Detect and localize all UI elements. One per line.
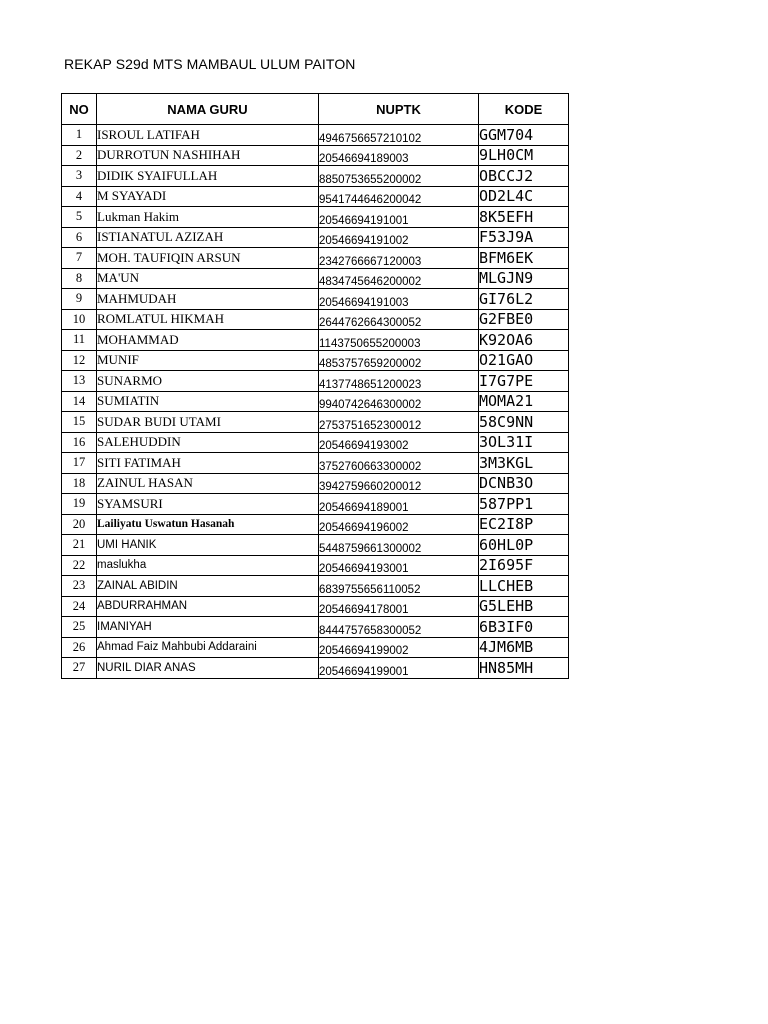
cell-nama: SALEHUDDIN	[97, 432, 319, 453]
cell-nuptk: 20546694189001	[319, 494, 479, 515]
cell-no: 10	[62, 309, 97, 330]
cell-kode: 4JM6MB	[479, 637, 569, 658]
cell-kode: HN85MH	[479, 658, 569, 679]
cell-no: 6	[62, 227, 97, 248]
cell-kode: GI76L2	[479, 289, 569, 310]
cell-nama: ZAINUL HASAN	[97, 473, 319, 494]
table-row	[62, 186, 569, 207]
cell-nuptk: 4834745646200002	[319, 268, 479, 289]
cell-kode: BFM6EK	[479, 248, 569, 269]
table-row	[62, 289, 569, 310]
table-row	[62, 330, 569, 351]
cell-nuptk: 4946756657210102	[319, 125, 479, 146]
cell-no: 26	[62, 637, 97, 658]
cell-no: 2	[62, 145, 97, 166]
cell-nuptk: 5448759661300002	[319, 535, 479, 556]
cell-kode: OD2L4C	[479, 186, 569, 207]
cell-no: 13	[62, 371, 97, 392]
cell-no: 11	[62, 330, 97, 351]
table-row	[62, 412, 569, 433]
cell-no: 25	[62, 617, 97, 638]
cell-no: 24	[62, 596, 97, 617]
cell-kode: 3OL31I	[479, 432, 569, 453]
cell-nama: Lailiyatu Uswatun Hasanah	[97, 514, 319, 535]
cell-kode: 58C9NN	[479, 412, 569, 433]
cell-no: 19	[62, 494, 97, 515]
cell-nama: SITI FATIMAH	[97, 453, 319, 474]
cell-nama: Ahmad Faiz Mahbubi Addaraini	[97, 637, 319, 658]
cell-kode: OBCCJ2	[479, 166, 569, 187]
cell-nama: MAHMUDAH	[97, 289, 319, 310]
cell-no: 9	[62, 289, 97, 310]
cell-nama: MUNIF	[97, 350, 319, 371]
cell-nama: SYAMSURI	[97, 494, 319, 515]
table-row	[62, 535, 569, 556]
table-row	[62, 514, 569, 535]
cell-no: 1	[62, 125, 97, 146]
table-row	[62, 248, 569, 269]
cell-kode: I7G7PE	[479, 371, 569, 392]
table-row	[62, 125, 569, 146]
page-title: REKAP S29d MTS MAMBAUL ULUM PAITON	[64, 56, 356, 72]
cell-nuptk: 20546694199001	[319, 658, 479, 679]
table-body	[62, 125, 569, 679]
cell-nuptk: 9541744646200042	[319, 186, 479, 207]
cell-nama: ISTIANATUL AZIZAH	[97, 227, 319, 248]
cell-kode: 8K5EFH	[479, 207, 569, 228]
cell-kode: 6B3IF0	[479, 617, 569, 638]
cell-no: 16	[62, 432, 97, 453]
cell-kode: G2FBE0	[479, 309, 569, 330]
table-row	[62, 207, 569, 228]
cell-nama: SUMIATIN	[97, 391, 319, 412]
cell-no: 15	[62, 412, 97, 433]
cell-nuptk: 3752760663300002	[319, 453, 479, 474]
cell-nama: DIDIK SYAIFULLAH	[97, 166, 319, 187]
cell-kode: 2I695F	[479, 555, 569, 576]
teacher-code-table	[61, 93, 569, 679]
cell-no: 18	[62, 473, 97, 494]
table-row	[62, 453, 569, 474]
table-row	[62, 227, 569, 248]
table-row	[62, 596, 569, 617]
cell-kode: 3M3KGL	[479, 453, 569, 474]
cell-nuptk: 20546694191002	[319, 227, 479, 248]
cell-no: 5	[62, 207, 97, 228]
cell-kode: 9LH0CM	[479, 145, 569, 166]
cell-no: 4	[62, 186, 97, 207]
cell-nama: MA'UN	[97, 268, 319, 289]
cell-kode: 60HL0P	[479, 535, 569, 556]
cell-nuptk: 9940742646300002	[319, 391, 479, 412]
cell-kode: MOMA21	[479, 391, 569, 412]
cell-nuptk: 3942759660200012	[319, 473, 479, 494]
cell-nama: M SYAYADI	[97, 186, 319, 207]
cell-kode: EC2I8P	[479, 514, 569, 535]
column-header-no: NO	[62, 94, 97, 125]
cell-nuptk: 20546694193001	[319, 555, 479, 576]
cell-no: 27	[62, 658, 97, 679]
cell-kode: F53J9A	[479, 227, 569, 248]
cell-nuptk: 1143750655200003	[319, 330, 479, 351]
cell-nama: SUNARMO	[97, 371, 319, 392]
cell-nuptk: 4137748651200023	[319, 371, 479, 392]
cell-nuptk: 20546694196002	[319, 514, 479, 535]
cell-nuptk: 6839755656110052	[319, 576, 479, 597]
table-header-row	[62, 94, 569, 125]
cell-nuptk: 2644762664300052	[319, 309, 479, 330]
table-row	[62, 166, 569, 187]
cell-kode: K92OA6	[479, 330, 569, 351]
cell-no: 7	[62, 248, 97, 269]
cell-nuptk: 8444757658300052	[319, 617, 479, 638]
cell-nuptk: 4853757659200002	[319, 350, 479, 371]
table-row	[62, 371, 569, 392]
cell-no: 21	[62, 535, 97, 556]
cell-no: 3	[62, 166, 97, 187]
column-header-nuptk: NUPTK	[319, 94, 479, 125]
column-header-kode: KODE	[479, 94, 569, 125]
cell-nama: SUDAR BUDI UTAMI	[97, 412, 319, 433]
table-row	[62, 658, 569, 679]
cell-nama: UMI HANIK	[97, 535, 319, 556]
cell-nama: ZAINAL ABIDIN	[97, 576, 319, 597]
cell-no: 23	[62, 576, 97, 597]
cell-no: 17	[62, 453, 97, 474]
table-row	[62, 391, 569, 412]
cell-nama: maslukha	[97, 555, 319, 576]
cell-nama: NURIL DIAR ANAS	[97, 658, 319, 679]
table-row	[62, 268, 569, 289]
table-row	[62, 309, 569, 330]
cell-nuptk: 20546694191001	[319, 207, 479, 228]
cell-kode: LLCHEB	[479, 576, 569, 597]
cell-no: 20	[62, 514, 97, 535]
cell-no: 22	[62, 555, 97, 576]
cell-kode: G5LEHB	[479, 596, 569, 617]
table-row	[62, 432, 569, 453]
cell-kode: O21GAO	[479, 350, 569, 371]
table-row	[62, 494, 569, 515]
table-row	[62, 617, 569, 638]
cell-no: 12	[62, 350, 97, 371]
cell-nama: ABDURRAHMAN	[97, 596, 319, 617]
cell-nama: MOH. TAUFIQIN ARSUN	[97, 248, 319, 269]
cell-no: 8	[62, 268, 97, 289]
table-row	[62, 637, 569, 658]
cell-kode: 587PP1	[479, 494, 569, 515]
cell-nuptk: 8850753655200002	[319, 166, 479, 187]
cell-nuptk: 20546694199002	[319, 637, 479, 658]
cell-nama: ISROUL LATIFAH	[97, 125, 319, 146]
cell-nuptk: 2342766667120003	[319, 248, 479, 269]
table-row	[62, 350, 569, 371]
cell-nuptk: 2753751652300012	[319, 412, 479, 433]
cell-nama: Lukman Hakim	[97, 207, 319, 228]
cell-nama: ROMLATUL HIKMAH	[97, 309, 319, 330]
cell-nuptk: 20546694191003	[319, 289, 479, 310]
cell-kode: MLGJN9	[479, 268, 569, 289]
column-header-nama: NAMA GURU	[97, 94, 319, 125]
cell-nuptk: 20546694178001	[319, 596, 479, 617]
table-row	[62, 555, 569, 576]
cell-no: 14	[62, 391, 97, 412]
table-row	[62, 576, 569, 597]
cell-kode: GGM704	[479, 125, 569, 146]
cell-kode: DCNB3O	[479, 473, 569, 494]
table-row	[62, 473, 569, 494]
cell-nama: IMANIYAH	[97, 617, 319, 638]
cell-nuptk: 20546694193002	[319, 432, 479, 453]
cell-nuptk: 20546694189003	[319, 145, 479, 166]
cell-nama: MOHAMMAD	[97, 330, 319, 351]
cell-nama: DURROTUN NASHIHAH	[97, 145, 319, 166]
table-row	[62, 145, 569, 166]
